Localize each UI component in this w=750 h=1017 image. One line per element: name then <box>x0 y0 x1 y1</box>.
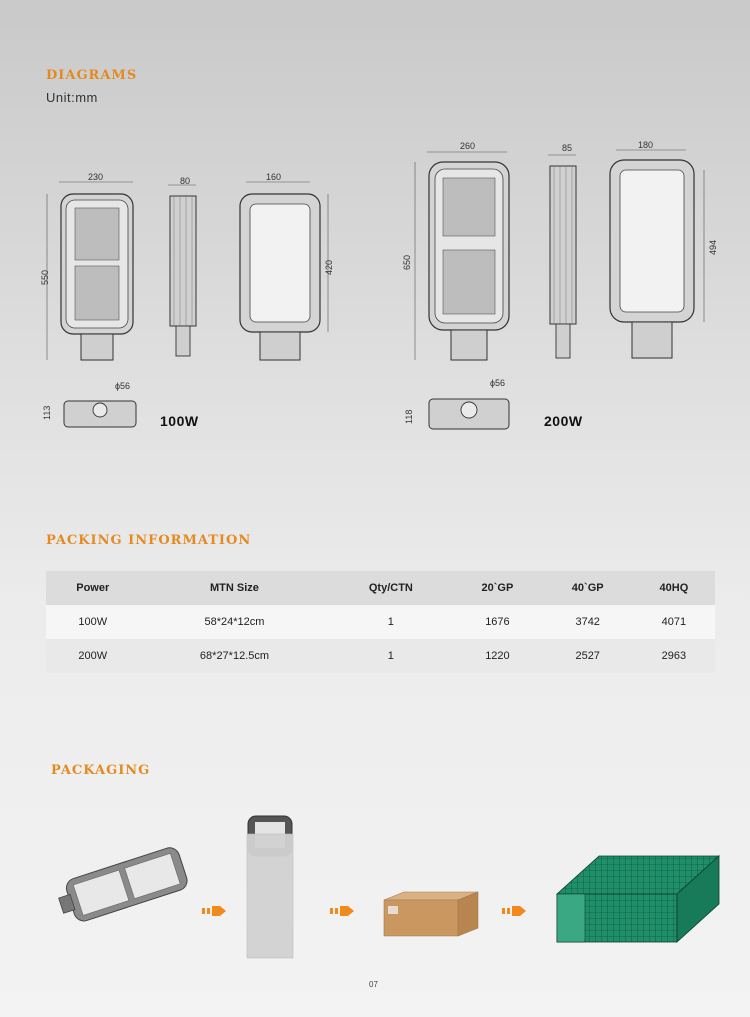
street-light-photo <box>58 840 198 930</box>
shipping-container-drawing <box>553 852 721 944</box>
cell-20gp: 1220 <box>452 639 542 673</box>
cell-40gp: 2527 <box>543 639 633 673</box>
col-40hq-header: 40HQ <box>633 571 715 605</box>
dim-100w-back-height: 420 <box>324 259 334 275</box>
cell-power: 100W <box>46 605 140 639</box>
cell-mtn-size: 68*27*12.5cm <box>140 639 330 673</box>
dim-200w-height: 650 <box>402 254 412 270</box>
dim-200w-width: 260 <box>460 141 476 151</box>
col-power-header: Power <box>46 571 140 605</box>
arrow-icon <box>202 904 226 918</box>
cell-mtn-size: 58*24*12cm <box>140 605 330 639</box>
packing-header-row <box>46 571 715 605</box>
cell-power: 200W <box>46 639 140 673</box>
lamp-100w-front-drawing <box>55 180 145 370</box>
diagrams-title: DIAGRAMS <box>46 68 138 83</box>
dim-100w-width: 230 <box>88 172 104 182</box>
cell-40gp: 3742 <box>543 605 633 639</box>
lamp-100w-side-drawing <box>166 188 206 363</box>
dim-200w-bottom-height: 118 <box>404 409 414 424</box>
dim-100w-side-depth: 80 <box>180 176 191 186</box>
lamp-200w-side-drawing <box>546 160 586 365</box>
carton-box-photo <box>378 890 480 938</box>
label-100w: 100W <box>160 413 199 429</box>
dim-100w-bottom-dia: ϕ56 <box>115 381 131 391</box>
dim-100w-height: 550 <box>40 269 50 285</box>
col-40gp-header: 40`GP <box>543 571 633 605</box>
lamp-in-bag-photo <box>245 812 295 960</box>
table-row <box>46 639 715 673</box>
arrow-icon <box>330 904 354 918</box>
cell-qty: 1 <box>329 639 452 673</box>
lamp-100w-back-drawing <box>236 180 336 365</box>
dim-200w-bottom-dia: ϕ56 <box>490 378 506 388</box>
cell-20gp: 1676 <box>452 605 542 639</box>
cell-40hq: 2963 <box>633 639 715 673</box>
dim-200w-back-height: 494 <box>708 239 718 255</box>
lamp-200w-back-drawing <box>606 148 716 363</box>
page-number: 07 <box>369 980 378 989</box>
col-mtn-size-header: MTN Size <box>140 571 330 605</box>
lamp-200w-front-drawing <box>425 150 515 365</box>
dim-200w-back-width: 180 <box>638 140 654 150</box>
packing-title: PACKING INFORMATION <box>46 533 252 548</box>
packaging-title: PACKAGING <box>51 763 151 778</box>
cell-qty: 1 <box>329 605 452 639</box>
arrow-icon <box>502 904 526 918</box>
label-200w: 200W <box>544 413 583 429</box>
col-20gp-header: 20`GP <box>452 571 542 605</box>
cell-40hq: 4071 <box>633 605 715 639</box>
dim-100w-bottom-height: 113 <box>42 405 52 420</box>
dim-200w-side-depth: 85 <box>562 143 573 153</box>
col-qty-header: Qty/CTN <box>329 571 452 605</box>
packing-table <box>46 571 715 673</box>
lamp-200w-bottom-drawing <box>425 393 515 437</box>
dim-100w-back-width: 160 <box>266 172 282 182</box>
unit-label: Unit:mm <box>46 90 98 105</box>
lamp-100w-bottom-drawing <box>60 395 140 435</box>
table-row <box>46 605 715 639</box>
